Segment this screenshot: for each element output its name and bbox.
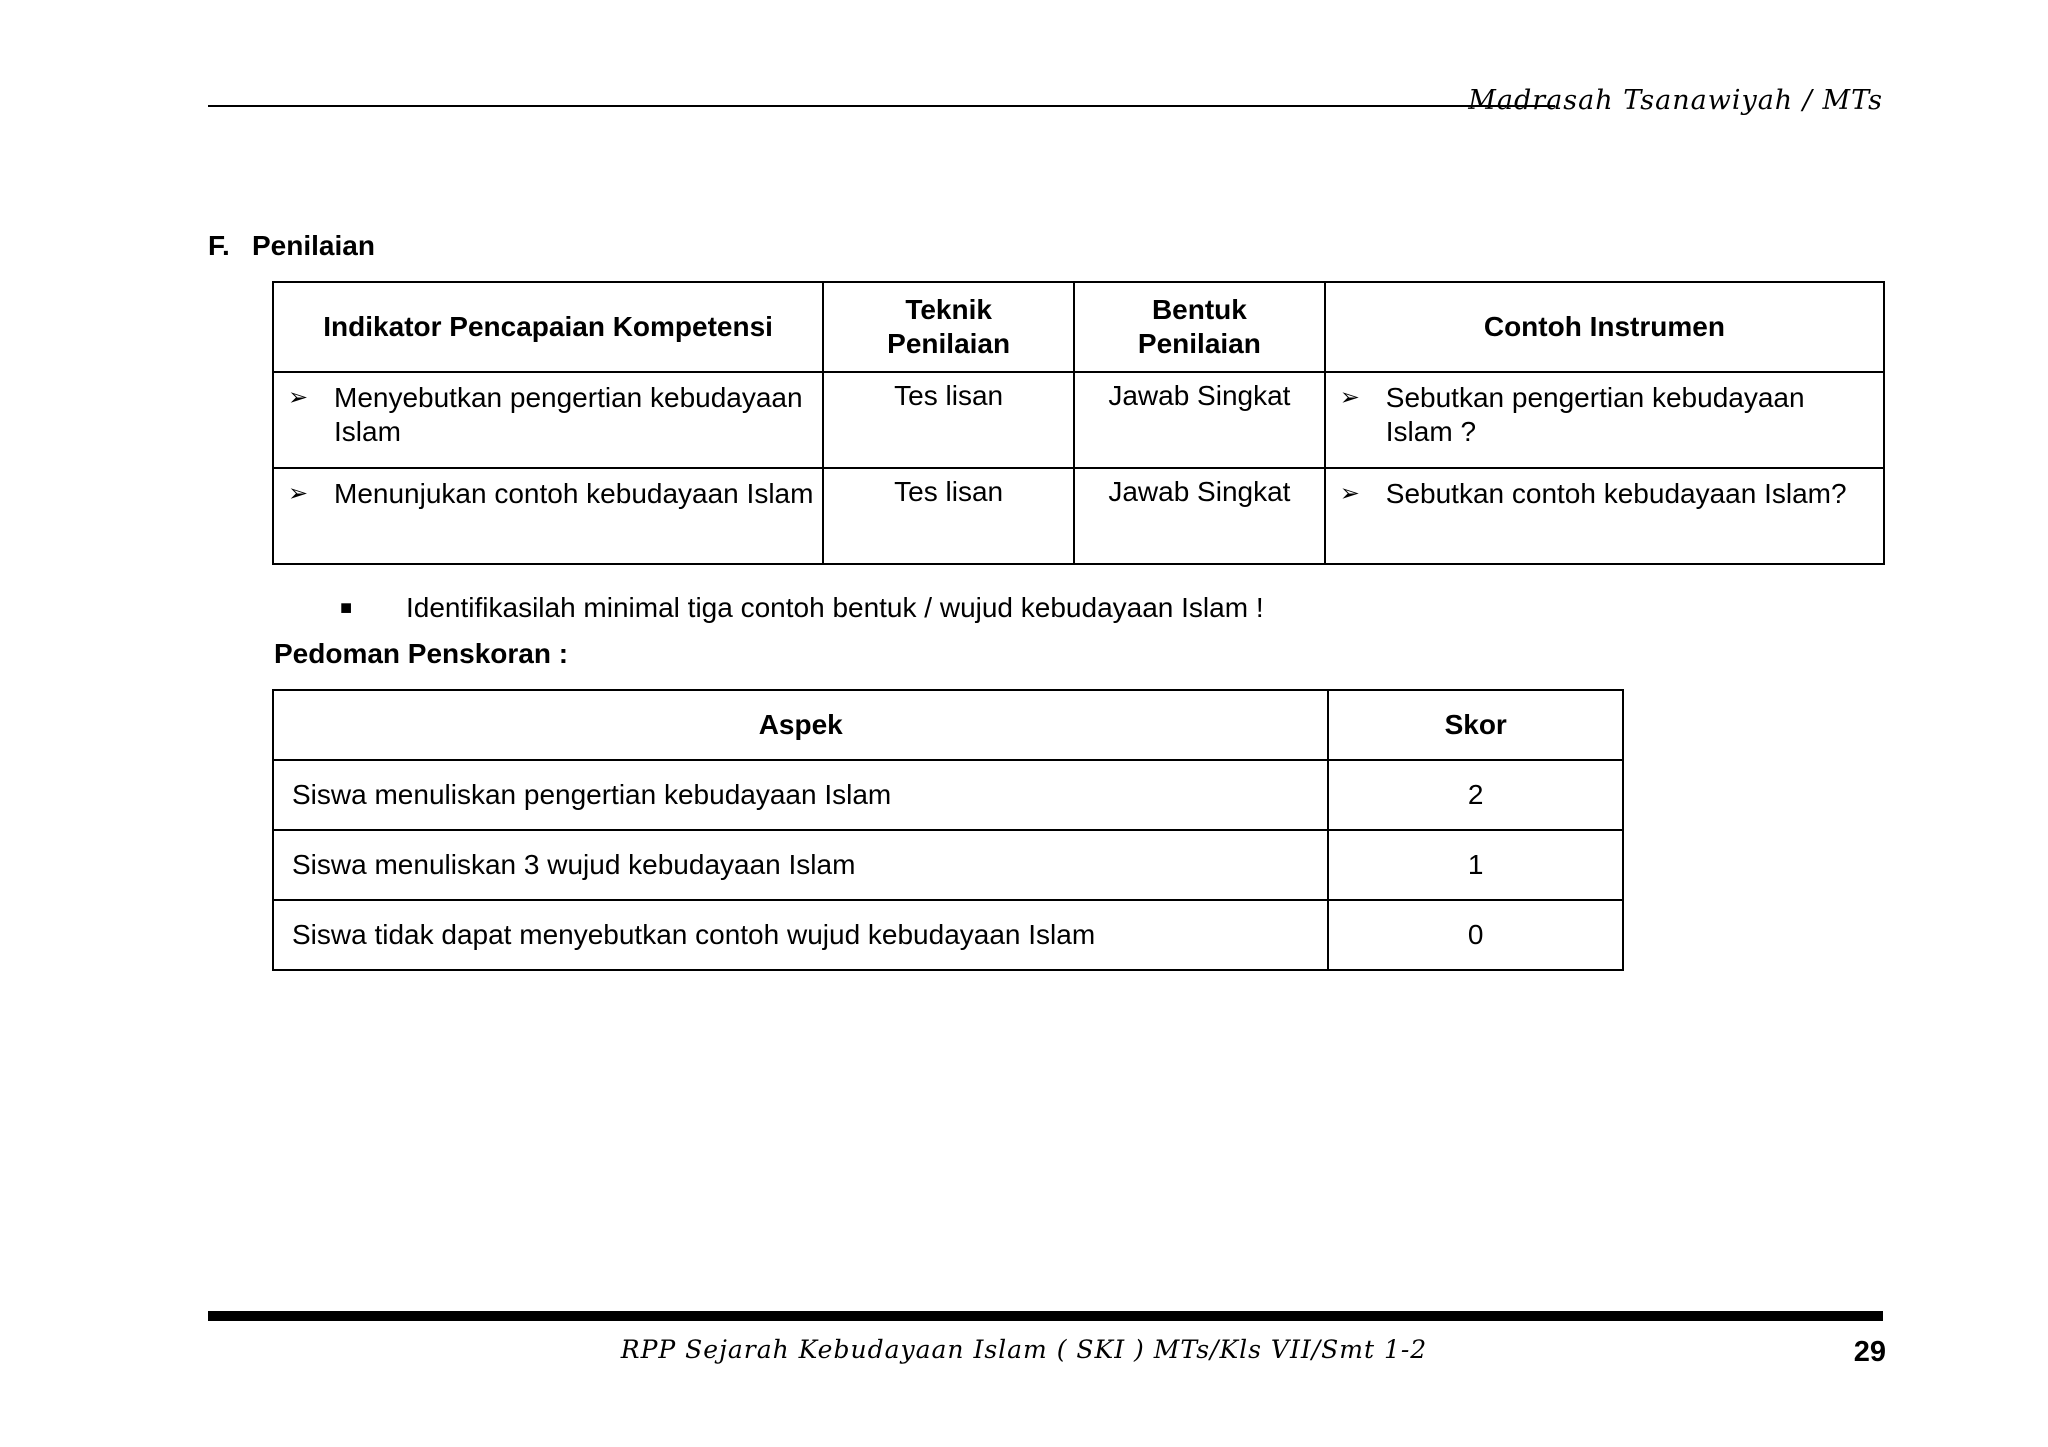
column-header-technique-label: Teknik Penilaian: [887, 294, 1011, 359]
rubric-table: [272, 689, 1624, 971]
column-header-score: Skor: [1328, 690, 1623, 760]
technique-cell: Tes lisan: [823, 468, 1074, 564]
instrument-cell: [1325, 372, 1884, 468]
rubric-title: Pedoman Penskoran :: [274, 638, 569, 669]
section-letter: F.: [208, 230, 230, 261]
square-bullet-icon: ■: [340, 596, 353, 619]
column-header-instrument: Contoh Instrumen: [1325, 282, 1884, 372]
instrument-text: Sebutkan pengertian kebudayaan Islam ?: [1385, 382, 1805, 447]
table-row: [273, 830, 1623, 900]
instrument-cell: [1325, 468, 1884, 564]
rubric-header-row: [273, 690, 1623, 760]
column-header-aspect: Aspek: [273, 690, 1328, 760]
indicator-text: Menyebutkan pengertian kebudayaan Islam: [334, 382, 803, 447]
column-header-indicator: Indikator Pencapaian Kompetensi: [273, 282, 823, 372]
page-number: 29: [1853, 1336, 1886, 1368]
arrow-bullet-icon: ➢: [288, 480, 309, 507]
column-header-technique: [823, 282, 1074, 372]
task-item: [340, 592, 1264, 624]
assessment-table: [272, 281, 1885, 565]
column-header-form: [1074, 282, 1325, 372]
score-cell: 2: [1328, 760, 1623, 830]
score-cell: 1: [1328, 830, 1623, 900]
table-row: [273, 372, 1884, 468]
footer-rule: [208, 1311, 1883, 1321]
aspect-cell: Siswa tidak dapat menyebutkan contoh wujud kebudayaan Islam: [273, 900, 1328, 970]
table-row: [273, 468, 1884, 564]
task-text: Identifikasilah minimal tiga contoh bentuk / wujud kebudayaan Islam !: [406, 592, 1264, 623]
section-heading: [208, 230, 375, 262]
indicator-text: Menunjukan contoh kebudayaan Islam: [334, 478, 814, 509]
header-text: Madrasah Tsanawiyah / MTs: [1468, 85, 1883, 116]
arrow-bullet-icon: ➢: [288, 384, 309, 411]
arrow-bullet-icon: ➢: [1339, 384, 1360, 411]
form-cell: Jawab Singkat: [1074, 372, 1325, 468]
form-cell: Jawab Singkat: [1074, 468, 1325, 564]
score-cell: 0: [1328, 900, 1623, 970]
indicator-cell: [273, 372, 823, 468]
aspect-cell: Siswa menuliskan 3 wujud kebudayaan Islam: [273, 830, 1328, 900]
footer-text: RPP Sejarah Kebudayaan Islam ( SKI ) MTs/Kls VII/Smt 1-2: [620, 1335, 1428, 1364]
assessment-table-header-row: [273, 282, 1884, 372]
arrow-bullet-icon: ➢: [1339, 480, 1360, 507]
table-row: [273, 900, 1623, 970]
technique-cell: Tes lisan: [823, 372, 1074, 468]
section-title: Penilaian: [252, 230, 375, 261]
indicator-cell: [273, 468, 823, 564]
table-row: [273, 760, 1623, 830]
aspect-cell: Siswa menuliskan pengertian kebudayaan Islam: [273, 760, 1328, 830]
instrument-text: Sebutkan contoh kebudayaan Islam?: [1385, 478, 1847, 509]
header-rule: [208, 105, 1555, 107]
column-header-form-label: Bentuk Penilaian: [1137, 294, 1261, 359]
